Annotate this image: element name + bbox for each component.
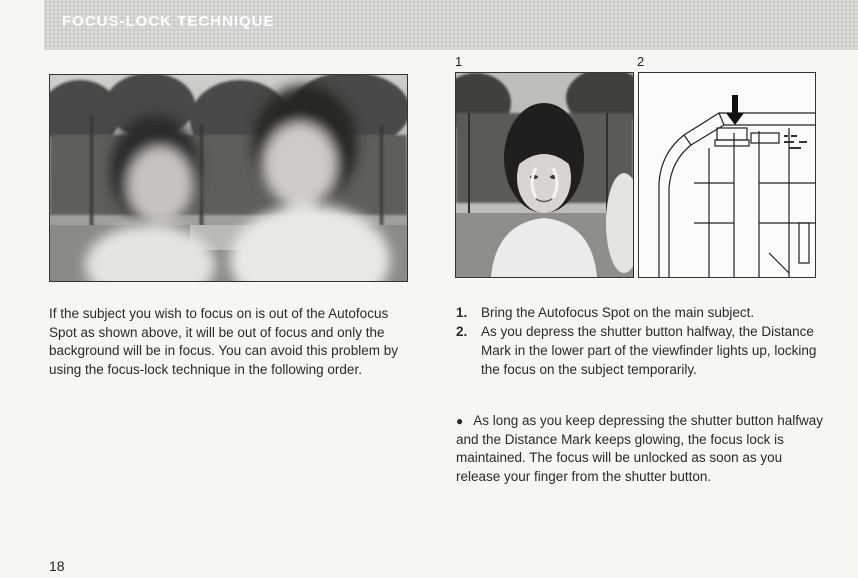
step-item (456, 322, 826, 379)
figure-label-1: 1 (455, 54, 463, 69)
step-number: 1. (456, 305, 468, 320)
page-number: 18 (49, 558, 65, 574)
step-number: 2. (456, 324, 468, 339)
bullet-icon: ● (456, 414, 464, 428)
steps-list (456, 303, 826, 379)
left-explanation: If the subject you wish to focus on is out of the Autofocus Spot as shown above, it will be out of focus and only the background will be in focus. You can avoid this problem by using the focus-lock technique in the following order. (49, 306, 398, 377)
note-text: As long as you keep depressing the shutter button halfway and the Distance Mark keeps glowing, the focus lock is maintained. The focus will be unlocked as soon as you release your finger from the shutter button. (456, 413, 823, 484)
step-item (456, 303, 826, 322)
figure-label-2: 2 (637, 54, 645, 69)
step-text: As you depress the shutter button halfway, the Distance Mark in the lower part of the viewfinder lights up, locking the focus on the subject temporarily. (481, 324, 817, 377)
camera-shutter-drawing (638, 72, 816, 278)
photo-out-of-focus (49, 74, 408, 282)
focus-lock-note (456, 412, 826, 486)
step-text: Bring the Autofocus Spot on the main subject. (481, 305, 755, 320)
section-title: FOCUS-LOCK TECHNIQUE (62, 13, 275, 30)
photo-in-focus (455, 72, 634, 278)
